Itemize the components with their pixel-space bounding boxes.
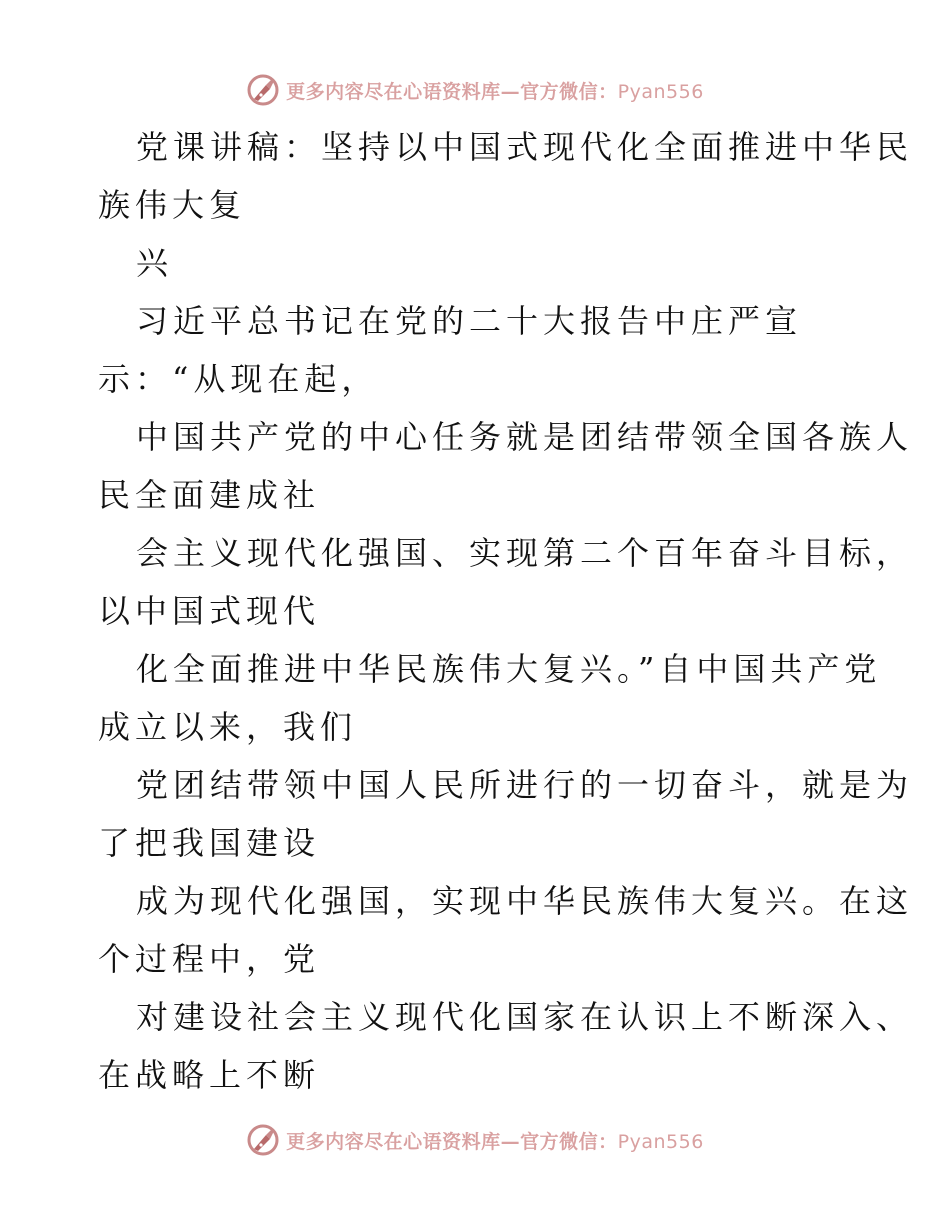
- watermark-text: 更多内容尽在心语资料库—官方微信：Pyan556: [286, 80, 704, 103]
- document-title-line: 党课讲稿：坚持以中国式现代化全面推进中华民: [136, 128, 914, 166]
- pen-nib-circle-icon: [246, 1123, 280, 1157]
- text-line: 党团结带领中国人民所进行的一切奋斗，就是为: [136, 766, 914, 804]
- text-line: 个过程中，党: [98, 940, 321, 978]
- text-line: 对建设社会主义现代化国家在认识上不断深入、: [136, 998, 914, 1036]
- text-line: 成为现代化强国，实现中华民族伟大复兴。在这: [136, 882, 914, 920]
- header-watermark: [0, 70, 950, 110]
- text-line: 习近平总书记在党的二十大报告中庄严宣: [136, 302, 803, 340]
- document-body: [98, 118, 914, 1104]
- text-line: 了把我国建设: [98, 824, 321, 862]
- pen-nib-circle-icon: [246, 73, 280, 107]
- text-line: 中国共产党的中心任务就是团结带领全国各族人: [136, 418, 914, 456]
- text-line: 会主义现代化强国、实现第二个百年奋斗目标，: [136, 534, 914, 572]
- text-line: 成立以来，我们: [98, 708, 358, 746]
- text-line: 示：“从现在起，: [98, 360, 379, 398]
- footer-watermark: [0, 1120, 950, 1160]
- watermark-text: 更多内容尽在心语资料库—官方微信：Pyan556: [286, 1130, 704, 1153]
- text-line: 民全面建成社: [98, 476, 321, 514]
- text-line: 化全面推进中华民族伟大复兴。”自中国共产党: [136, 650, 882, 688]
- text-line: 以中国式现代: [98, 592, 321, 630]
- text-line: 族伟大复: [98, 186, 247, 224]
- text-line: 兴: [136, 244, 174, 282]
- text-line: 在战略上不断: [98, 1056, 321, 1094]
